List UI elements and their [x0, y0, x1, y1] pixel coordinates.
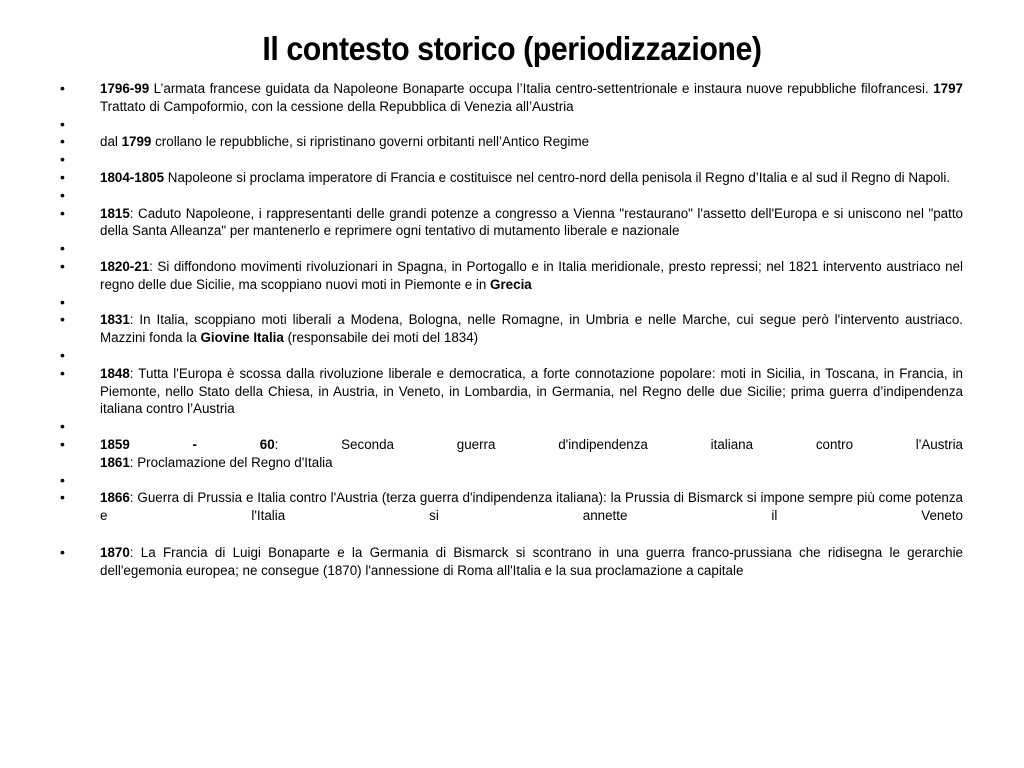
list-item-1870: • 1870: La Francia di Luigi Bonaparte e la Germania di Bismarck si scontrano in una guerra franco-prussiana che ridisegna le gerarchie dell'egemonia europea; ne consegue (1870) l'annessione di Roma all'Italia e la sua proclamazione a capitale [60, 544, 963, 580]
slide-title: Il contesto storico (periodizzazione) [262, 30, 762, 67]
timeline-list [60, 80, 963, 580]
list-item-1859 [60, 436, 963, 472]
empty-bullet [60, 347, 963, 365]
empty-bullet [60, 151, 963, 169]
list-item-1831: • 1831: In Italia, scoppiano moti liberali a Modena, Bologna, nelle Romagne, in Umbria e nelle Marche, cui segue però l'intervento austriaco. Mazzini fonda la Giovine Italia (responsabile dei moti del 1834) [60, 311, 963, 347]
empty-bullet [60, 418, 963, 436]
empty-bullet [60, 472, 963, 490]
list-item-1861-line2: 1861: Proclamazione del Regno d'Italia [100, 454, 333, 470]
list-item-1820: • 1820-21: Si diffondono movimenti rivoluzionari in Spagna, in Portogallo e in Italia meridionale, presto repressi; nel 1821 intervento austriaco nel regno delle due Sicilie, ma scoppiano nuovi moti in Piemonte e in Grecia [60, 258, 963, 294]
list-item-1804: • 1804-1805 Napoleone si proclama imperatore di Francia e costituisce nel centro-nord della penisola il Regno d’Italia e al sud il Regno di Napoli. [60, 169, 963, 187]
empty-bullet [60, 187, 963, 205]
list-item-1859-line1: • 1859 - 60: Seconda guerra d'indipendenza italiana contro l'Austria [100, 436, 963, 452]
list-item-1815: • 1815: Caduto Napoleone, i rappresentanti delle grandi potenze a congresso a Vienna "restaurano" l'assetto dell'Europa e si uniscono nel "patto della Santa Alleanza" per mantenerlo e reprimere ogni tentativo di mutamento liberale e nazionale [60, 205, 963, 241]
empty-bullet [60, 294, 963, 312]
list-item-1799: • dal 1799 crollano le repubbliche, si ripristinano governi orbitanti nell’Antico Regime [60, 133, 963, 151]
list-item-1796: • 1796-99 L’armata francese guidata da Napoleone Bonaparte occupa l’Italia centro-settentrionale e instaura nuove repubbliche filofrancesi. 1797 Trattato di Campoformio, con la cessione della Repubblica di Venezia all’Austria [60, 80, 963, 116]
list-item-1866: • 1866: Guerra di Prussia e Italia contro l'Austria (terza guerra d'indipendenza italiana): la Prussia di Bismarck si impone sempre più come potenza e l'Italia si annette il Veneto [60, 489, 963, 525]
list-item-1848: • 1848: Tutta l'Europa è scossa dalla rivoluzione liberale e democratica, a forte connotazione popolare: moti in Sicilia, in Toscana, in Francia, in Piemonte, nello Stato della Chiesa, in Austria, in Veneto, in Lombardia, in Germania, nel Regno delle due Sicilie; prima guerra d’indipendenza italiana contro l’Austria [60, 365, 963, 418]
empty-bullet [60, 240, 963, 258]
empty-bullet [60, 116, 963, 134]
